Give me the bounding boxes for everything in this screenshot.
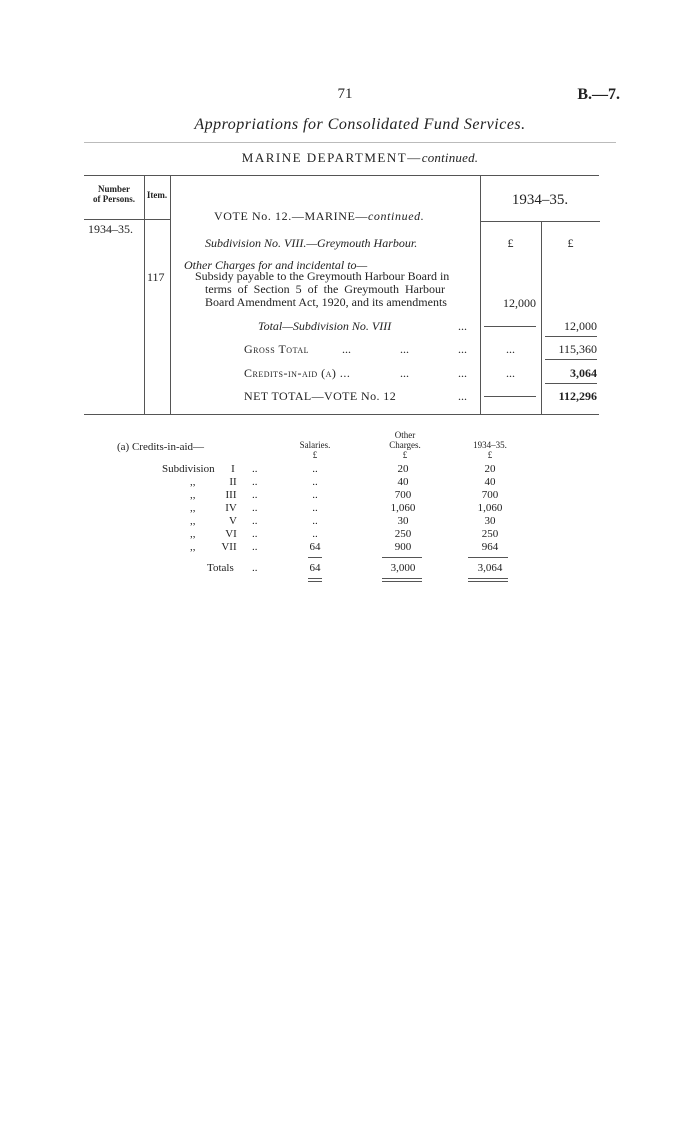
fn-year-rule (468, 557, 508, 558)
fn-year-double-rule-2 (468, 581, 508, 582)
gross-dots-2: ... (400, 342, 409, 356)
fn-salaries-currency: £ (312, 450, 318, 460)
vote-title-suffix: continued. (368, 209, 425, 223)
item-amount: 12,000 (503, 296, 536, 310)
fn-other-rule (382, 557, 422, 558)
department-suffix: continued. (421, 150, 479, 165)
credits-value: 3,064 (570, 366, 597, 380)
fn-row-year: 20 (484, 463, 496, 475)
credits-dots-2: ... (458, 366, 467, 380)
net-dash (484, 396, 536, 397)
gross-amount-dots: ... (506, 342, 515, 356)
fn-salaries-label: Salaries. (299, 440, 331, 450)
fn-row-dots: .. (252, 476, 258, 488)
fn-other-header (380, 430, 430, 460)
fn-row-salaries: .. (312, 489, 318, 501)
table-bottom-rule (84, 414, 599, 415)
credits-dots-1: ... (400, 366, 409, 380)
fn-year-label: 1934–35. (473, 440, 507, 450)
fn-row-salaries: 64 (309, 541, 321, 553)
gross-total-label: Gross Total (244, 342, 309, 356)
fn-totals-year: 3,064 (477, 562, 503, 574)
fn-row-dots: .. (252, 528, 258, 540)
fn-row-other: 30 (397, 515, 409, 527)
item-line-3: Board Amendment Act, 1920, and its amendments (205, 295, 447, 309)
vote-title (214, 209, 424, 224)
fn-row-other: 1,060 (390, 502, 416, 514)
fn-row-dots: .. (252, 502, 258, 514)
total-leader-dots: ... (458, 319, 467, 333)
fn-year-header (465, 440, 515, 460)
fn-row-dots: .. (252, 463, 258, 475)
department-name: MARINE DEPARTMENT— (241, 150, 422, 165)
fn-row-numeral: III (225, 489, 237, 501)
currency-symbol-2: £ (567, 236, 574, 250)
item-description (195, 270, 449, 309)
department-heading (100, 150, 620, 166)
fn-other-double-rule-2 (382, 581, 422, 582)
total-subdivision-label: Total—Subdivision No. VIII (258, 319, 392, 333)
fn-row-salaries: .. (312, 476, 318, 488)
fn-row-numeral: VI (225, 528, 237, 540)
fn-row-salaries: .. (312, 502, 318, 514)
net-total-label: NET TOTAL—VOTE No. 12 (244, 389, 397, 403)
fn-salaries-double-rule-2 (308, 581, 322, 582)
net-leader-dots: ... (458, 389, 467, 403)
credits-underline (545, 383, 597, 384)
credits-label: Credits-in-aid (a) ... (244, 366, 351, 380)
total-underline (545, 336, 597, 337)
fn-salaries-header (290, 440, 340, 460)
fn-row-numeral: VII (221, 541, 237, 553)
fn-totals-other: 3,000 (390, 562, 416, 574)
gross-dots-1: ... (342, 342, 351, 356)
title-divider (84, 142, 616, 143)
fn-row-year: 30 (484, 515, 496, 527)
fn-other-line1: Other (394, 430, 416, 440)
net-total-value: 112,296 (558, 389, 597, 403)
currency-symbol-1: £ (507, 236, 514, 250)
subdivision-heading: Subdivision No. VIII.—Greymouth Harbour. (205, 236, 418, 250)
page-number: 71 (337, 86, 353, 102)
fn-year-currency: £ (487, 450, 493, 460)
table-top-rule (84, 175, 599, 176)
fn-row-numeral: II (229, 476, 237, 488)
fn-salaries-rule (308, 557, 322, 558)
fn-row-dots: .. (252, 515, 258, 527)
item-line-1: Subsidy payable to the Greymouth Harbour Board in (195, 269, 450, 283)
credits-amount-dots: ... (506, 366, 515, 380)
fn-row-dots: .. (252, 489, 258, 501)
page-title: Appropriations for Consolidated Fund Services. (194, 116, 526, 133)
persons-column-header (84, 184, 144, 204)
fn-salaries-double-rule-1 (308, 578, 322, 579)
fn-subdivision-word: Subdivision (162, 463, 215, 475)
gross-dots-3: ... (458, 342, 467, 356)
fn-totals-label: Totals (207, 562, 234, 574)
fn-row-year: 964 (481, 541, 499, 553)
fn-row-ditto: ,, (190, 515, 196, 527)
gross-underline (545, 359, 597, 360)
other-charges-heading: Other Charges for and incidental to— (184, 258, 368, 272)
fn-row-salaries: .. (312, 463, 318, 475)
fn-row-dots: .. (252, 541, 258, 553)
fn-row-ditto: ,, (190, 489, 196, 501)
fn-row-year: 250 (481, 528, 499, 540)
fn-row-ditto: ,, (190, 476, 196, 488)
fn-totals-salaries: 64 (309, 562, 321, 574)
fn-row-other: 40 (397, 476, 409, 488)
persons-year-label: 1934–35. (88, 222, 133, 236)
fn-other-line2: Charges. (389, 440, 421, 450)
item-header-rule (144, 219, 170, 220)
year-column-header: 1934–35. (511, 192, 569, 208)
fn-year-double-rule-1 (468, 578, 508, 579)
persons-header-rule (84, 219, 144, 220)
fn-row-ditto: ,, (190, 541, 196, 553)
document-reference: B.—7. (577, 86, 620, 103)
fn-row-other: 900 (394, 541, 412, 553)
fn-row-other: 250 (394, 528, 412, 540)
item-desc-divider (170, 175, 171, 414)
gross-total-value: 115,360 (558, 342, 597, 356)
item-column-header: Item. (146, 190, 168, 200)
fn-row-other: 20 (397, 463, 409, 475)
fn-label: (a) Credits-in-aid— (117, 441, 205, 453)
year-header-rule (480, 221, 600, 222)
fn-row-salaries: .. (312, 528, 318, 540)
fn-row-year: 700 (481, 489, 499, 501)
persons-header-line1: Number (98, 184, 130, 194)
persons-item-divider (144, 175, 145, 414)
item-number: 117 (147, 270, 165, 284)
total-subdivision-value: 12,000 (564, 319, 597, 333)
persons-header-line2: of Persons. (93, 194, 135, 204)
fn-other-double-rule-1 (382, 578, 422, 579)
vote-title-text: VOTE No. 12.—MARINE— (214, 209, 368, 223)
fn-row-numeral: IV (225, 502, 237, 514)
fn-row-salaries: .. (312, 515, 318, 527)
fn-totals-dots: .. (252, 562, 258, 574)
fn-row-ditto: ,, (190, 528, 196, 540)
fn-row-other: 700 (394, 489, 412, 501)
fn-row-numeral: I (231, 463, 235, 475)
fn-row-numeral: V (229, 515, 237, 527)
item-line-2: terms of Section 5 of the Greymouth Harbour (205, 282, 445, 296)
fn-row-year: 1,060 (477, 502, 503, 514)
fn-row-year: 40 (484, 476, 496, 488)
fn-row-ditto: ,, (190, 502, 196, 514)
total-dash (484, 326, 536, 327)
fn-other-currency: £ (402, 450, 408, 460)
